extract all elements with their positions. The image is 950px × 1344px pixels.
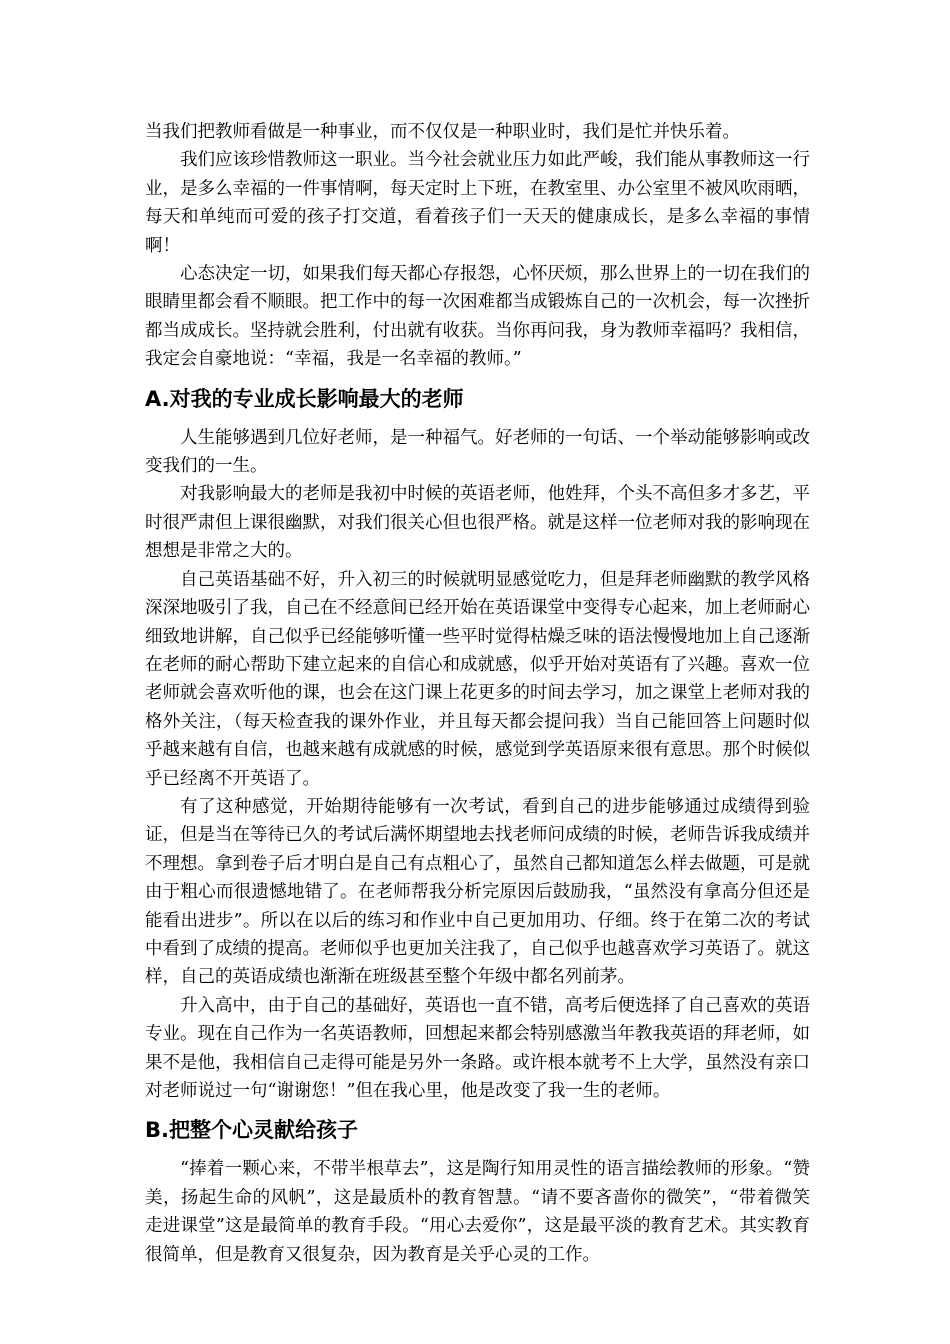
paragraph-good-teachers: 人生能够遇到几位好老师，是一种福气。好老师的一句话、一个举动能够影响或改变我们的一生。 bbox=[145, 427, 810, 477]
paragraph-learning-english: 自己英语基础不好，升入初三的时候就明显感觉吃力，但是拜老师幽默的教学风格深深地吸引了我，自己在不经意间已经开始在英语课堂中变得专心起来，加上老师耐心细致地讲解，自己似乎已经能够听懂一些平时觉得枯燥乏味的语法慢慢地加上自己逐渐在老师的耐心帮助下建立起来的自信心和成就感，似乎开始对英语有了兴趣。喜欢一位老师就会喜欢听他的课，也会在这门课上花更多的时间去学习，加之课堂上老师对我的格外关注，（每天检查我的课外作业，并且每天都会提问我）当自己能回答上问题时似乎越来越有自信，也越来越有成就感的时候，感觉到学英语原来很有意思。那个时候似乎已经离不开英语了。 bbox=[145, 569, 810, 789]
paragraph-attitude: 心态决定一切，如果我们每天都心存报怨，心怀厌烦，那么世界上的一切在我们的眼睛里都会看不顺眼。把工作中的每一次困难都当成锻炼自己的一次机会，每一次挫折都当成成长。坚持就会胜利，付出就有收获。当你再问我，身为教师幸福吗？我相信，我定会自豪地说：“幸福，我是一名幸福的教师。” bbox=[145, 264, 810, 370]
document-page bbox=[145, 118, 810, 1269]
paragraph-heart-to-children: “捧着一颗心来，不带半根草去”，这是陶行知用灵性的语言描绘教师的形象。“赞美，扬起生命的风帆”，这是最质朴的教育智慧。“请不要吝啬你的微笑”，“带着微笑走进课堂”这是最简单的教育手段。“用心去爱你”，这是最平淡的教育艺术。其实教育很简单，但是教育又很复杂，因为教育是关乎心灵的工作。 bbox=[145, 1159, 810, 1265]
paragraph-intro-end: 当我们把教师看做是一种事业，而不仅仅是一种职业时，我们是忙并快乐着。 bbox=[145, 122, 740, 142]
paragraph-cherish-profession: 我们应该珍惜教师这一职业。当今社会就业压力如此严峻，我们能从事教师这一行业，是多么幸福的一件事情啊，每天定时上下班，在教室里、办公室里不被风吹雨晒，每天和单纯而可爱的孩子打交道，看着孩子们一天天的健康成长，是多么幸福的事情啊！ bbox=[145, 150, 810, 256]
section-heading-b: B.把整个心灵献给孩子 bbox=[145, 1118, 358, 1143]
section-heading-a: A.对我的专业成长影响最大的老师 bbox=[145, 386, 464, 411]
paragraph-exam: 有了这种感觉，开始期待能够有一次考试，看到自己的进步能够通过成绩得到验证，但是当在等待已久的考试后满怀期望地去找老师问成绩的时候，老师告诉我成绩并不理想。拿到卷子后才明白是自己有点粗心了，虽然自己都知道怎么样去做题，可是就由于粗心而很遗憾地错了。在老师帮我分析完原因后鼓励我，“虽然没有拿高分但还是能看出进步”。所以在以后的练习和作业中自己更加用功、仔细。终于在第二次的考试中看到了成绩的提高。老师似乎也更加关注我了，自己似乎也越喜欢学习英语了。就这样，自己的英语成绩也渐渐在班级甚至整个年级中都名列前茅。 bbox=[145, 796, 810, 988]
paragraph-high-school: 升入高中，由于自己的基础好，英语也一直不错，高考后便选择了自己喜欢的英语专业。现在自己作为一名英语教师，回想起来都会特别感激当年教我英语的拜老师，如果不是他，我相信自己走得可能是另外一条路。或许根本就考不上大学，虽然没有亲口对老师说过一句“谢谢您！”但在我心里，他是改变了我一生的老师。 bbox=[145, 995, 810, 1101]
paragraph-english-teacher: 对我影响最大的老师是我初中时候的英语老师，他姓拜，个头不高但多才多艺，平时很严肃但上课很幽默，对我们很关心但也很严格。就是这样一位老师对我的影响现在想想是非常之大的。 bbox=[145, 484, 810, 562]
